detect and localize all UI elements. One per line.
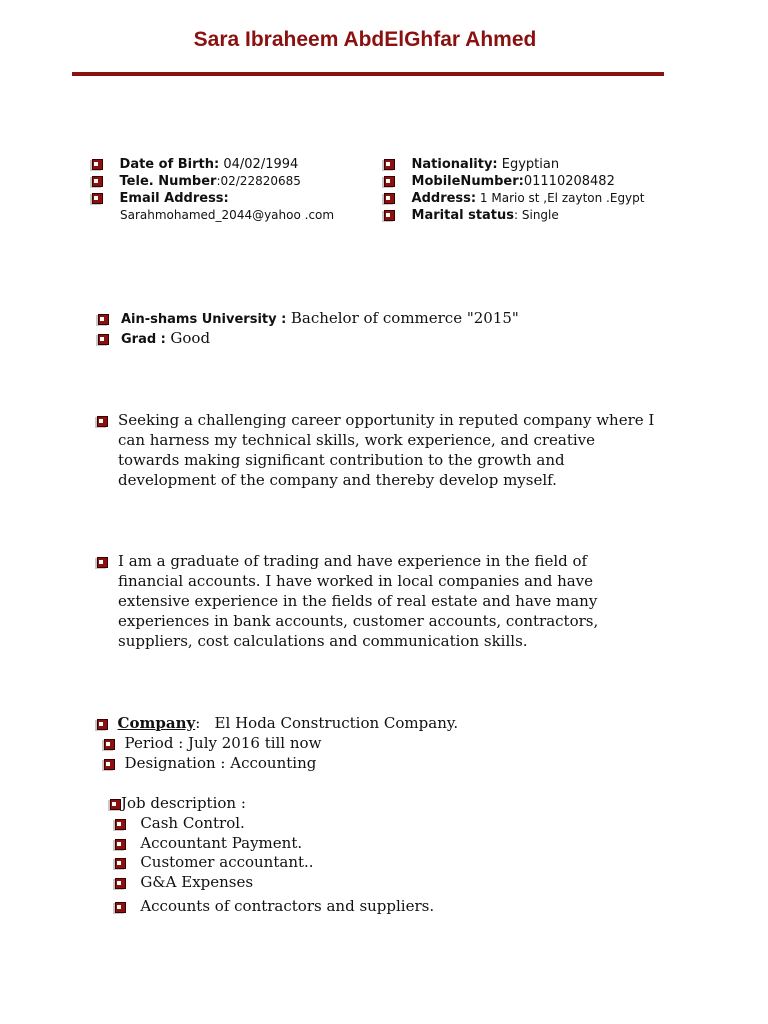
marital-value: : Single: [514, 208, 559, 222]
bullet-icon: [384, 193, 395, 204]
university-value: Bachelor of commerce "2015": [290, 309, 519, 327]
personal-info-left: [92, 156, 334, 224]
period-row: [97, 733, 458, 753]
birth-label: Date of Birth:: [119, 157, 220, 172]
bullet-icon: [104, 739, 115, 750]
nationality-label: Nationality:: [411, 157, 498, 172]
title-divider: [72, 72, 664, 76]
duty-text: Customer accountant..: [140, 853, 314, 871]
bullet-icon: [97, 557, 108, 568]
duties-list: [97, 813, 458, 916]
birth-value: 04/02/1994: [219, 157, 299, 172]
marital-label: Marital status: [411, 208, 515, 223]
bullet-icon: [115, 878, 126, 889]
bullet-icon: [384, 176, 395, 187]
bullet-icon: [92, 193, 103, 204]
bullet-icon: [384, 210, 395, 221]
list-item: [115, 872, 458, 892]
phone-value: :02/22820685: [216, 174, 301, 188]
designation-text: Designation : Accounting: [124, 754, 317, 772]
list-item: [115, 813, 458, 833]
duty-text: Cash Control.: [140, 814, 245, 832]
job-description-row: [97, 793, 458, 813]
bullet-icon: [104, 759, 115, 770]
experience-section: [97, 713, 458, 916]
info-row-nationality: [384, 156, 644, 173]
personal-info-right: [384, 156, 644, 224]
company-value: : El Hoda Construction Company.: [195, 714, 459, 732]
bullet-icon: [98, 314, 109, 325]
email-label: Email Address:: [119, 191, 229, 206]
summary-text: I am a graduate of trading and have experience in the field of financial accounts. I have worked in local companies and have extensive experience in the fields of real estate and have many experiences in bank accounts, customer accounts, contractors, suppliers, cost calculations and communication skills.: [118, 552, 599, 650]
objective-section: [97, 410, 658, 490]
bullet-icon: [115, 858, 126, 869]
summary-section: [97, 551, 618, 651]
period-text: Period : July 2016 till now: [124, 734, 322, 752]
education-grad-row: [98, 328, 519, 348]
bullet-icon: [115, 839, 126, 850]
bullet-icon: [110, 799, 121, 810]
bullet-icon: [97, 719, 108, 730]
objective-text: Seeking a challenging career opportunity in reputed company where I can harness my technical skills, work experience, and creative towards making significant contribution to the growth and development of the company and thereby develop myself.: [118, 411, 655, 489]
phone-label: Tele. Number: [119, 174, 217, 189]
grad-value: Good: [170, 329, 211, 347]
company-label: Company: [117, 714, 196, 732]
bullet-icon: [384, 159, 395, 170]
email-value: Sarahmohamed_2044@yahoo .com: [120, 208, 335, 222]
duty-text: G&A Expenses: [140, 873, 254, 891]
bullet-icon: [92, 159, 103, 170]
info-row-address: [384, 190, 644, 207]
bullet-icon: [115, 902, 126, 913]
mobile-value: 01110208482: [523, 174, 615, 189]
bullet-icon: [115, 819, 126, 830]
address-value: 1 Mario st ,El zayton .Egypt: [476, 191, 645, 205]
duty-text: Accounts of contractors and suppliers.: [140, 897, 435, 915]
info-row-birth: [92, 156, 334, 173]
designation-row: [97, 753, 458, 773]
list-item: [115, 833, 458, 853]
job-description-label: Job description :: [121, 794, 246, 812]
nationality-value: Egyptian: [497, 157, 560, 172]
duty-text: Accountant Payment.: [140, 834, 303, 852]
info-row-email: [92, 190, 334, 207]
company-row: [97, 713, 458, 733]
bullet-icon: [98, 334, 109, 345]
list-item: [115, 896, 458, 916]
info-row-phone: [92, 173, 334, 190]
education-university-row: [98, 308, 519, 328]
university-label: Ain-shams University :: [121, 312, 291, 327]
candidate-name: Sara Ibraheem AbdElGhfar Ahmed: [193, 28, 537, 51]
mobile-label: MobileNumber:: [411, 174, 524, 189]
info-row-mobile: [384, 173, 644, 190]
grad-label: Grad :: [121, 332, 171, 347]
address-label: Address:: [411, 191, 477, 206]
list-item: [115, 853, 458, 872]
education-section: [98, 308, 519, 348]
bullet-icon: [92, 176, 103, 187]
info-row-marital: [384, 207, 644, 224]
bullet-icon: [97, 416, 108, 427]
